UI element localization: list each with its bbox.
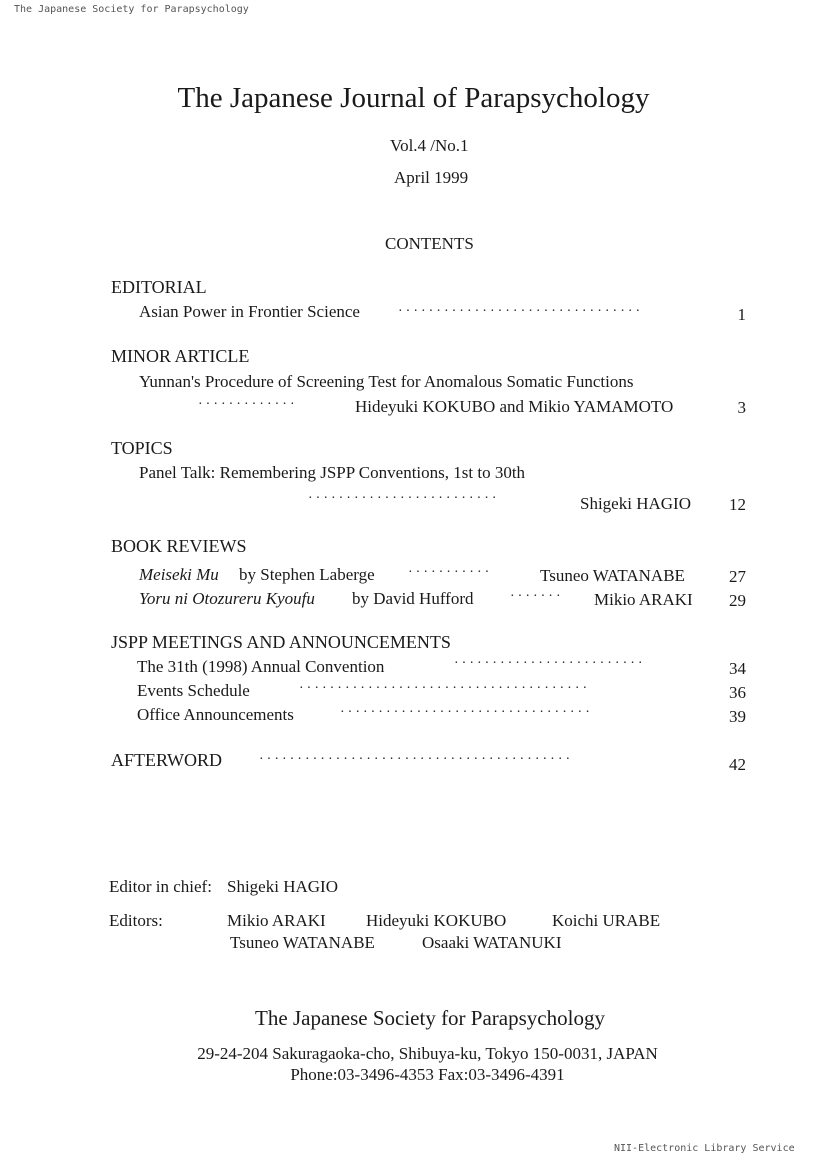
journal-date: April 1999: [394, 168, 469, 187]
section-heading-meetings: JSPP MEETINGS AND ANNOUNCEMENTS: [111, 632, 451, 652]
section-heading-book-reviews: BOOK REVIEWS: [111, 536, 247, 556]
review-book-title: Meiseki Mu: [139, 565, 219, 584]
editors-label: Editors:: [109, 911, 163, 930]
toc-item-page: 3: [737, 398, 746, 417]
contents-heading: CONTENTS: [385, 234, 474, 253]
editor-in-chief-label: Editor in chief:: [109, 877, 212, 896]
section-heading-afterword: AFTERWORD: [111, 750, 223, 770]
review-reviewer: Mikio ARAKI: [594, 590, 693, 609]
toc-item-page: 1: [737, 305, 746, 324]
toc-item-title: The 31th (1998) Annual Convention: [137, 657, 385, 676]
toc-item-page: 39: [729, 707, 746, 726]
toc-item-page: 42: [729, 755, 746, 774]
society-name: The Japanese Society for Parapsychology: [255, 1006, 605, 1030]
editor-name: Tsuneo WATANABE: [230, 933, 375, 952]
toc-item-page: 27: [729, 567, 746, 586]
section-heading-editorial: EDITORIAL: [111, 277, 207, 297]
review-book-author: by David Hufford: [352, 589, 474, 608]
header-watermark: The Japanese Society for Parapsychology: [14, 4, 249, 15]
dot-leader: ·························: [454, 656, 646, 671]
toc-item-title: Panel Talk: Remembering JSPP Conventions, 1st to 30th: [139, 463, 526, 482]
editor-name: Koichi URABE: [552, 911, 661, 930]
review-book-author: by Stephen Laberge: [239, 565, 375, 584]
dot-leader: ·············: [198, 397, 298, 412]
dot-leader: ······································: [299, 681, 591, 696]
review-reviewer: Tsuneo WATANABE: [540, 566, 685, 585]
editor-name: Mikio ARAKI: [227, 911, 326, 930]
editor-in-chief-name: Shigeki HAGIO: [227, 877, 338, 896]
journal-volume: Vol.4 /No.1: [390, 136, 469, 155]
journal-title: The Japanese Journal of Parapsychology: [177, 82, 650, 114]
toc-item-page: 36: [729, 683, 746, 702]
society-contact: Phone:03-3496-4353 Fax:03-3496-4391: [290, 1065, 565, 1084]
section-heading-topics: TOPICS: [111, 438, 173, 458]
toc-item-title: Events Schedule: [137, 681, 250, 700]
editor-name: Hideyuki KOKUBO: [366, 911, 507, 930]
dot-leader: ·································: [340, 705, 593, 720]
toc-item-page: 12: [729, 495, 746, 514]
footer-watermark: NII-Electronic Library Service: [614, 1143, 795, 1154]
toc-item-title: Yunnan's Procedure of Screening Test for Anomalous Somatic Functions: [139, 372, 634, 391]
toc-item-page: 34: [729, 659, 746, 678]
dot-leader: ·························: [308, 491, 500, 506]
toc-item-page: 29: [729, 591, 746, 610]
society-address: 29-24-204 Sakuragaoka-cho, Shibuya-ku, Tokyo 150-0031, JAPAN: [197, 1044, 658, 1063]
editor-name: Osaaki WATANUKI: [422, 933, 562, 952]
toc-item-authors: Shigeki HAGIO: [580, 494, 691, 513]
toc-item-title: Office Announcements: [137, 705, 294, 724]
section-heading-minor-article: MINOR ARTICLE: [111, 346, 250, 366]
toc-item-authors: Hideyuki KOKUBO and Mikio YAMAMOTO: [355, 397, 674, 416]
dot-leader: ·········································: [259, 752, 574, 767]
dot-leader: ·······: [510, 589, 564, 604]
toc-item-title: Asian Power in Frontier Science: [139, 302, 360, 321]
review-book-title: Yoru ni Otozureru Kyoufu: [139, 589, 315, 608]
dot-leader: ···········: [408, 565, 493, 580]
dot-leader: ································: [398, 304, 644, 319]
